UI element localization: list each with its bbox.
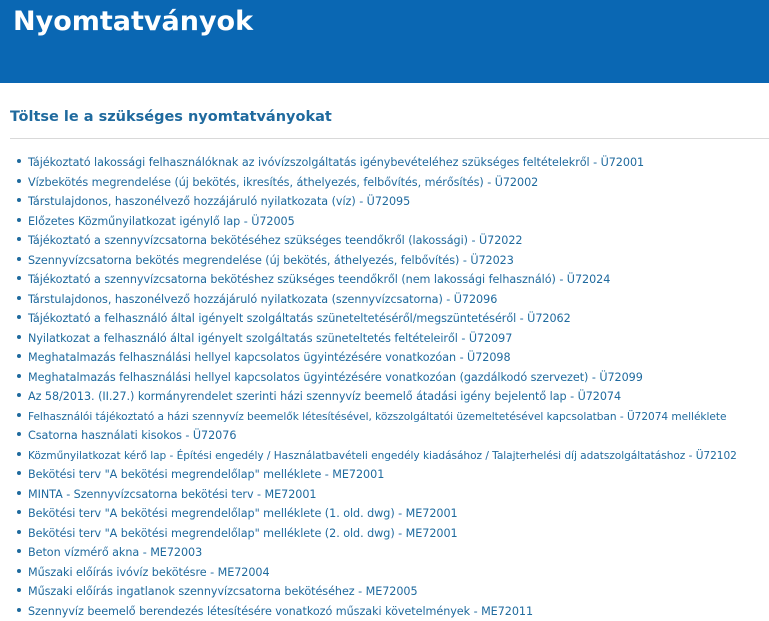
list-item — [0, 366, 769, 386]
section-title: Töltse le a szükséges nyomtatványokat — [10, 109, 332, 125]
bullet-icon — [17, 315, 21, 319]
document-link[interactable]: Szennyvízcsatorna bekötés megrendelése (új bekötés, áthelyezés, felbővítés) - Ü72023 — [28, 253, 514, 267]
bullet-icon — [17, 218, 21, 222]
list-item — [0, 600, 769, 620]
bullet-icon — [17, 413, 21, 417]
document-list — [0, 151, 769, 619]
bullet-icon — [17, 549, 21, 553]
document-link[interactable]: Az 58/2013. (II.27.) kormányrendelet szerinti házi szennyvíz beemelő átadási igény bejelentő lap - Ü72074 — [28, 390, 622, 403]
document-link[interactable]: Csatorna használati kisokos - Ü72076 — [28, 429, 237, 442]
bullet-icon — [17, 354, 21, 358]
bullet-icon — [17, 159, 21, 163]
bullet-icon — [17, 452, 21, 456]
document-link[interactable]: Tájékoztató a felhasználó által igényelt szolgáltatás szüneteltetéséről/megszüntetéséről - Ü72062 — [28, 312, 571, 325]
page-header — [0, 0, 769, 83]
page-title: Nyomtatványok — [13, 6, 254, 37]
list-item — [0, 561, 769, 581]
list-item — [0, 522, 769, 542]
list-item — [0, 346, 769, 366]
document-link[interactable]: Meghatalmazás felhasználási hellyel kapcsolatos ügyintézésére vonatkozóan - Ü72098 — [28, 351, 511, 364]
list-item — [0, 190, 769, 210]
list-item — [0, 151, 769, 171]
bullet-icon — [17, 393, 21, 397]
document-link[interactable]: Tájékoztató a szennyvízcsatorna bekötéshez szükséges teendőkről (nem lakossági felhasználó) - Ü72024 — [28, 273, 611, 286]
list-item — [0, 405, 769, 425]
list-item — [0, 249, 769, 269]
list-item — [0, 210, 769, 230]
list-item — [0, 463, 769, 483]
document-link[interactable]: Tájékoztató lakossági felhasználóknak az ivóvízszolgáltatás igénybevételéhez szükséges feltételekről - Ü72001 — [28, 156, 645, 169]
list-item — [0, 327, 769, 347]
document-link[interactable]: Közműnyilatkozat kérő lap - Építési engedély / Használatbavételi engedély kiadásához / Talajterhelési díj adatszolgáltatáshoz - Ü72102 — [28, 449, 737, 462]
bullet-icon — [17, 588, 21, 592]
bullet-icon — [17, 296, 21, 300]
document-link[interactable]: Bekötési terv "A bekötési megrendelőlap" melléklete (1. old. dwg) - ME72001 — [28, 507, 458, 520]
bullet-icon — [17, 335, 21, 339]
document-link[interactable]: Bekötési terv "A bekötési megrendelőlap" melléklete - ME72001 — [28, 468, 385, 481]
bullet-icon — [17, 510, 21, 514]
list-item — [0, 424, 769, 444]
bullet-icon — [17, 569, 21, 573]
bullet-icon — [17, 257, 21, 261]
document-link[interactable]: MINTA - Szennyvízcsatorna bekötési terv - ME72001 — [28, 487, 317, 501]
bullet-icon — [17, 608, 21, 612]
document-link[interactable]: Előzetes Közműnyilatkozat igénylő lap - Ü72005 — [28, 214, 295, 228]
document-link[interactable]: Beton vízmérő akna - ME72003 — [28, 546, 203, 559]
bullet-icon — [17, 276, 21, 280]
document-link[interactable]: Műszaki előírás ingatlanok szennyvízcsatorna bekötéséhez - ME72005 — [28, 585, 418, 598]
document-link[interactable]: Tájékoztató a szennyvízcsatorna bekötéséhez szükséges teendőkről (lakossági) - Ü72022 — [28, 234, 523, 247]
document-link[interactable]: Felhasználói tájékoztató a házi szennyvíz beemelők létesítésével, közszolgáltatói üzemeltetésével kapcsolatban - Ü72074 melléklete — [28, 410, 727, 423]
list-item — [0, 444, 769, 464]
section-divider — [10, 138, 769, 139]
list-item — [0, 268, 769, 288]
document-link[interactable]: Szennyvíz beemelő berendezés létesítésére vonatkozó műszaki követelmények - ME72011 — [28, 604, 534, 618]
bullet-icon — [17, 530, 21, 534]
document-link[interactable]: Társtulajdonos, haszonélvező hozzájáruló nyilatkozata (víz) - Ü72095 — [28, 195, 411, 208]
list-item — [0, 541, 769, 561]
list-item — [0, 580, 769, 600]
list-item — [0, 171, 769, 191]
list-item — [0, 307, 769, 327]
bullet-icon — [17, 432, 21, 436]
document-link[interactable]: Társtulajdonos, haszonélvező hozzájáruló nyilatkozata (szennyvízcsatorna) - Ü72096 — [28, 292, 498, 306]
document-link[interactable]: Bekötési terv "A bekötési megrendelőlap" melléklete (2. old. dwg) - ME72001 — [28, 526, 458, 540]
document-link[interactable]: Meghatalmazás felhasználási hellyel kapcsolatos ügyintézésére vonatkozóan (gazdálkodó szervezet) - Ü72099 — [28, 370, 643, 384]
document-link[interactable]: Vízbekötés megrendelése (új bekötés, ikresítés, áthelyezés, felbővítés, mérősítés) - Ü72002 — [28, 175, 539, 189]
list-item — [0, 502, 769, 522]
document-link[interactable]: Műszaki előírás ivóvíz bekötésre - ME72004 — [28, 565, 270, 579]
bullet-icon — [17, 374, 21, 378]
bullet-icon — [17, 198, 21, 202]
document-link[interactable]: Nyilatkozat a felhasználó által igényelt szolgáltatás szüneteltetés feltételeiről - Ü72097 — [28, 331, 513, 345]
bullet-icon — [17, 471, 21, 475]
bullet-icon — [17, 237, 21, 241]
bullet-icon — [17, 491, 21, 495]
bullet-icon — [17, 179, 21, 183]
list-item — [0, 483, 769, 503]
list-item — [0, 288, 769, 308]
list-item — [0, 229, 769, 249]
list-item — [0, 385, 769, 405]
